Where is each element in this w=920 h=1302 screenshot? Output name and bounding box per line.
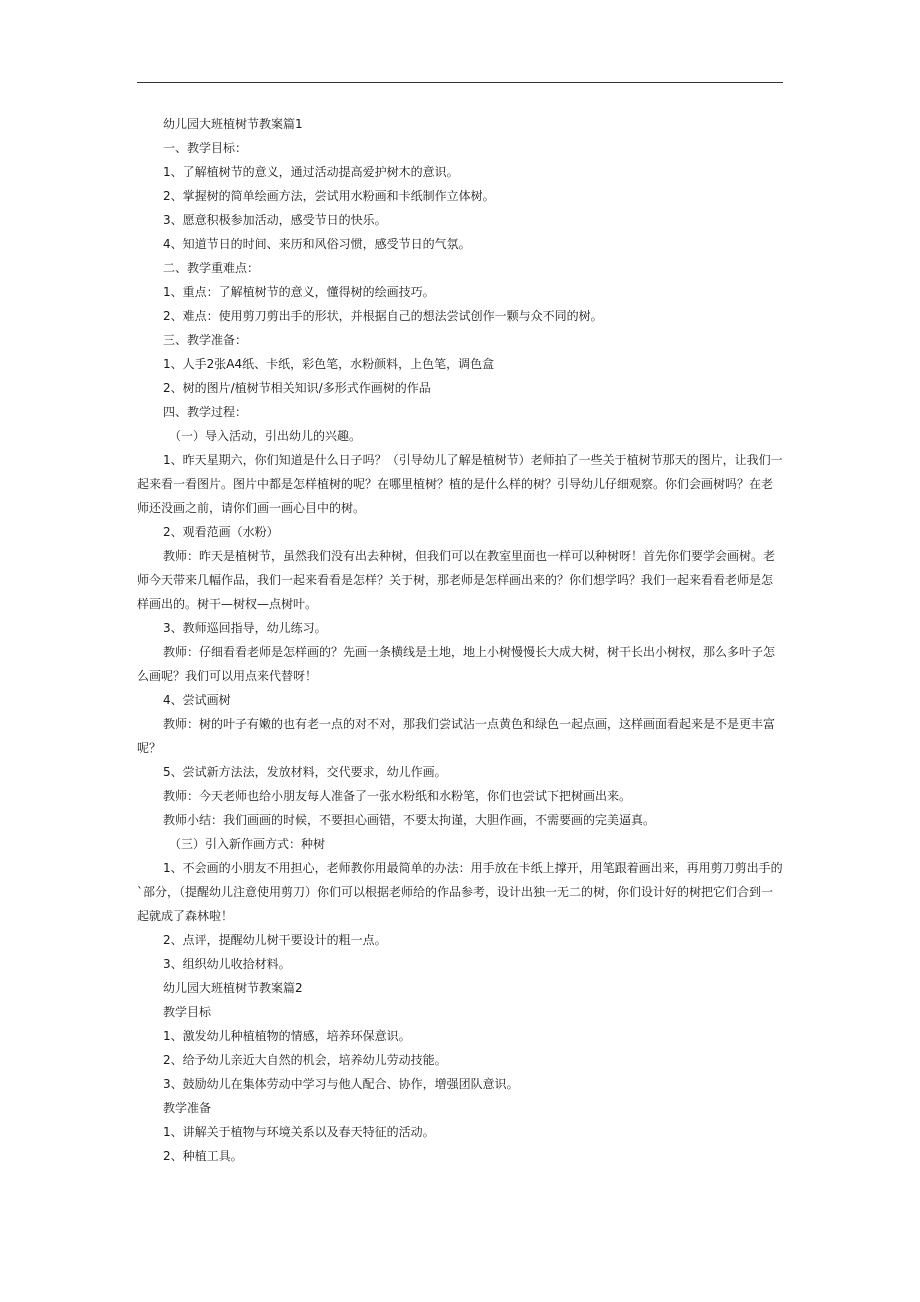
process-step-2: 2、观看范画（水粉）	[163, 525, 279, 539]
preparation2-item-1: 1、讲解关于植物与环境关系以及春天特征的活动。	[163, 1125, 435, 1139]
part3-step-3: 3、组织幼儿收拾材料。	[163, 957, 291, 971]
goal2-item-1: 1、激发幼儿种植植物的情感，培养环保意识。	[163, 1029, 411, 1043]
heading-preparation: 三、教学准备：	[163, 333, 248, 347]
teacher-summary: 教师小结：我们画画的时候，不要担心画错，不要太拘谨，大胆作画，不需要画的完美逼真。	[163, 813, 656, 827]
process-part-1: （一）导入活动，引出幼儿的兴趣。	[169, 429, 362, 443]
preparation2-item-2: 2、种植工具。	[163, 1149, 243, 1163]
section-title-1: 幼儿园大班植树节教案篇1	[163, 117, 303, 131]
heading-teaching-goals: 一、教学目标：	[163, 141, 248, 155]
goal-item-2: 2、掌握树的简单绘画方法，尝试用水粉画和卡纸制作立体树。	[163, 189, 495, 203]
goal-item-3: 3、愿意积极参加活动，感受节日的快乐。	[163, 213, 387, 227]
header-rule	[137, 82, 783, 83]
heading-goals-2: 教学目标	[163, 1005, 212, 1019]
teacher-note-4: 教师：今天老师也给小朋友每人准备了一张水粉纸和水粉笔，你们也尝试下把树画出来。	[163, 789, 632, 803]
process-step-4: 4、尝试画树	[163, 693, 231, 707]
teacher-note-3: 教师：树的叶子有嫩的也有老一点的对不对，那我们尝试沾一点黄色和绿色一起点画，这样画面看起来是不是更丰富呢？	[137, 717, 776, 755]
process-step-3: 3、教师巡回指导，幼儿练习。	[163, 621, 327, 635]
heading-key-points: 二、教学重难点：	[163, 261, 260, 275]
part3-step-2: 2、点评，提醒幼儿树干要设计的粗一点。	[163, 933, 387, 947]
goal2-item-3: 3、鼓励幼儿在集体劳动中学习与他人配合、协作，增强团队意识。	[163, 1077, 519, 1091]
goal-item-4: 4、知道节日的时间、来历和风俗习惯，感受节日的气氛。	[163, 237, 471, 251]
key-point-2: 2、难点：使用剪刀剪出手的形状，并根据自己的想法尝试创作一颗与众不同的树。	[163, 309, 603, 323]
teacher-note-2: 教师：仔细看看老师是怎样画的？先画一条横线是土地，地上小树慢慢长大成大树，树干长出小树杈，那么多叶子怎么画呢？我们可以用点来代替呀！	[137, 645, 776, 683]
preparation-item-1: 1、人手2张A4纸、卡纸，彩色笔，水粉颜料，上色笔，调色盒	[163, 357, 495, 371]
goal-item-1: 1、了解植树节的意义，通过活动提高爱护树木的意识。	[163, 165, 459, 179]
part3-step-1: 1、不会画的小朋友不用担心，老师教你用最简单的办法：用手放在卡纸上撑开，用笔跟着画出来，再用剪刀剪出手的`部分，（提醒幼儿注意使用剪刀）你们可以根据老师给的作品参考，设计出独一无二的树，你们设计好的树把它们合到一起就成了森林啦！	[137, 861, 783, 923]
process-part-3: （三）引入新作画方式：种树	[169, 837, 326, 851]
heading-process: 四、教学过程：	[163, 405, 248, 419]
preparation-item-2: 2、树的图片/植树节相关知识/多形式作画树的作品	[163, 381, 431, 395]
heading-preparation-2: 教学准备	[163, 1101, 212, 1115]
teacher-note-1: 教师：昨天是植树节，虽然我们没有出去种树，但我们可以在教室里面也一样可以种树呀！首先你们要学会画树。老师今天带来几幅作品，我们一起来看看是怎样？关于树，那老师是怎样画出来的？你们想学吗？我们一起来看看老师是怎样画出的。树干—树杈—点树叶。	[137, 549, 776, 611]
goal2-item-2: 2、给予幼儿亲近大自然的机会，培养幼儿劳动技能。	[163, 1053, 447, 1067]
document-body	[137, 112, 783, 1168]
section-title-2: 幼儿园大班植树节教案篇2	[163, 981, 303, 995]
process-step-5: 5、尝试新方法法，发放材料，交代要求，幼儿作画。	[163, 765, 447, 779]
process-step-1: 1、昨天星期六，你们知道是什么日子吗？（引导幼儿了解是植树节）老师拍了一些关于植树节那天的图片，让我们一起来看一看图片。图片中都是怎样植树的呢？在哪里植树？植的是什么样的树？引导幼儿仔细观察。你们会画树吗？在老师还没画之前，请你们画一画心目中的树。	[137, 453, 783, 515]
key-point-1: 1、重点：了解植树节的意义，懂得树的绘画技巧。	[163, 285, 435, 299]
